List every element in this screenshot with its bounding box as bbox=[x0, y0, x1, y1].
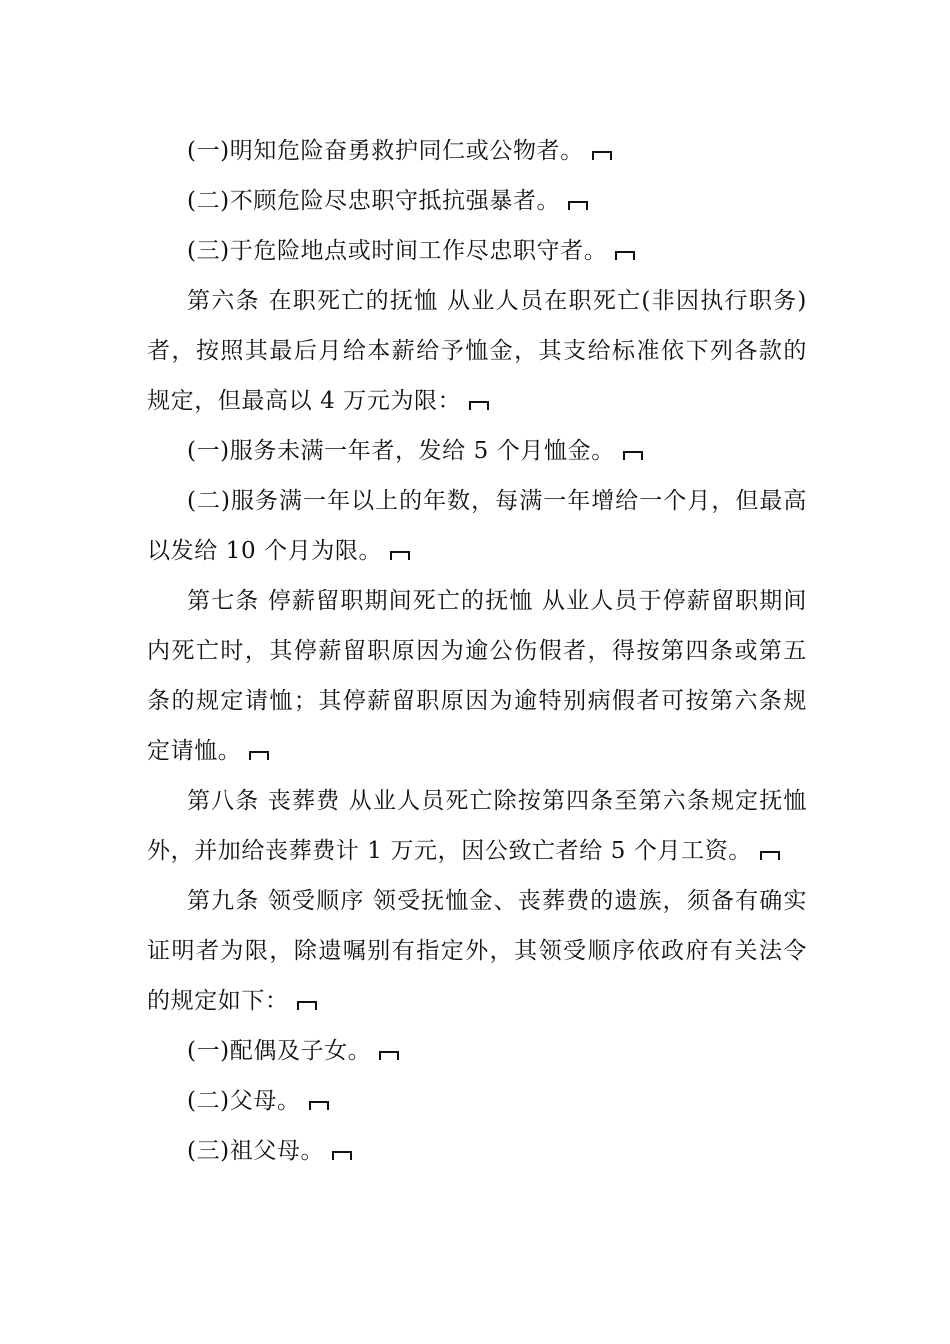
paragraph-text: (一)配偶及子女。 bbox=[187, 1038, 372, 1064]
paragraph-text: (三)于危险地点或时间工作尽忠职守者。 bbox=[187, 238, 608, 264]
paragraph-mark-icon bbox=[390, 551, 410, 560]
paragraph-2 bbox=[147, 176, 807, 226]
paragraph-mark-icon bbox=[297, 1001, 317, 1010]
paragraph-text: (二)父母。 bbox=[187, 1088, 301, 1114]
paragraph-text: (三)祖父母。 bbox=[187, 1138, 325, 1164]
paragraph-text: 第七条 停薪留职期间死亡的抚恤 从业人员于停薪留职期间内死亡时，其停薪留职原因为逾公伤假者，得按第四条或第五条的规定请恤；其停薪留职原因为逾特别病假者可按第六条规定请恤。 bbox=[147, 588, 807, 764]
paragraph-mark-icon bbox=[332, 1151, 352, 1160]
paragraph-11 bbox=[147, 1076, 807, 1126]
paragraph-mark-icon bbox=[379, 1051, 399, 1060]
paragraph-6 bbox=[147, 476, 807, 576]
paragraph-5 bbox=[147, 426, 807, 476]
paragraph-text: (二)不顾危险尽忠职守抵抗强暴者。 bbox=[187, 188, 561, 214]
paragraph-mark-icon bbox=[469, 401, 489, 410]
paragraph-9 bbox=[147, 876, 807, 1026]
paragraph-mark-icon bbox=[623, 451, 643, 460]
paragraph-text: 第八条 丧葬费 从业人员死亡除按第四条至第六条规定抚恤外，并加给丧葬费计 1 万元，因公致亡者给 5 个月工资。 bbox=[147, 788, 807, 864]
paragraph-text: (一)明知危险奋勇救护同仁或公物者。 bbox=[187, 138, 584, 164]
paragraph-text: (二)服务满一年以上的年数，每满一年增给一个月，但最高以发给 10 个月为限。 bbox=[147, 488, 807, 564]
paragraph-text: 第六条 在职死亡的抚恤 从业人员在职死亡(非因执行职务)者，按照其最后月给本薪给予恤金，其支给标准依下列各款的规定，但最高以 4 万元为限： bbox=[147, 288, 807, 414]
paragraph-4 bbox=[147, 276, 807, 426]
paragraph-text: (一)服务未满一年者，发给 5 个月恤金。 bbox=[187, 438, 615, 464]
paragraph-mark-icon bbox=[592, 151, 612, 160]
paragraph-mark-icon bbox=[568, 201, 588, 210]
paragraph-mark-icon bbox=[249, 751, 269, 760]
paragraph-8 bbox=[147, 776, 807, 876]
paragraph-7 bbox=[147, 576, 807, 776]
paragraph-1 bbox=[147, 126, 807, 176]
paragraph-12 bbox=[147, 1126, 807, 1176]
paragraph-text: 第九条 领受顺序 领受抚恤金、丧葬费的遗族，须备有确实证明者为限，除遗嘱别有指定外，其领受顺序依政府有关法令的规定如下： bbox=[147, 888, 807, 1014]
paragraph-mark-icon bbox=[760, 851, 780, 860]
paragraph-mark-icon bbox=[309, 1101, 329, 1110]
paragraph-3 bbox=[147, 226, 807, 276]
paragraph-mark-icon bbox=[615, 251, 635, 260]
document-body bbox=[147, 126, 807, 1176]
paragraph-10 bbox=[147, 1026, 807, 1076]
